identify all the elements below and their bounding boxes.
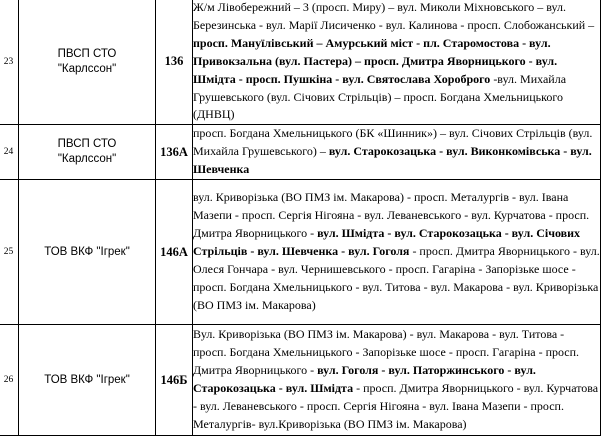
route-path-segment: вул. Криворізька (ВО ПМЗ ім. Макарова) - просп. Металургів - вул. Івана Мазепи - просп. Сергія Нігояна - вул. Леваневського - вул. Курчатова - просп. Дмитра Яворницького - bbox=[193, 190, 590, 241]
route-path bbox=[193, 180, 601, 325]
route-path-segment: Вул. Криворізька (ВО ПМЗ ім. Макарова) - вул. Макарова - вул. Титова - просп. Богдана Хмельницького - Запорізьке шосе - просп. Гагаріна - просп. Дмитра Яворницького - bbox=[193, 327, 580, 378]
carrier-line-1: ПВСП СТО bbox=[57, 47, 117, 60]
row-number: 25 bbox=[0, 180, 19, 325]
carrier-line-2: "Карлссон" bbox=[57, 153, 117, 166]
route-number: 136 bbox=[156, 0, 193, 125]
route-path-segment: - просп. Дмитра Яворницького - вул. Курчатова - вул. Леваневського - просп. Сергія Нігояна - вул. Івана Мазепи - просп. Металургів- вул.Криворізька (ВО ПМЗ ім. Макарова) bbox=[193, 381, 599, 431]
route-number: 136А bbox=[156, 125, 193, 180]
table-row bbox=[0, 0, 601, 125]
carrier-name bbox=[19, 125, 156, 180]
row-number: 26 bbox=[0, 325, 19, 436]
carrier-line-1: ТОВ ВКФ "Ігрек" bbox=[44, 245, 130, 258]
table-row bbox=[0, 180, 601, 325]
row-number: 24 bbox=[0, 125, 19, 180]
carrier-name bbox=[19, 180, 156, 325]
carrier-line-1: ПВСП СТО bbox=[57, 138, 117, 151]
route-path bbox=[193, 125, 601, 180]
route-path-segment-bold: вул. Шмідта - вул. Старокозацька - вул. Січових Стрільців - вул. Шевченка - вул. Гоголя bbox=[193, 226, 581, 259]
row-number: 23 bbox=[0, 0, 19, 125]
route-path bbox=[193, 325, 601, 436]
route-number: 146А bbox=[156, 180, 193, 325]
route-path bbox=[193, 0, 601, 125]
table-row bbox=[0, 325, 601, 436]
route-path-segment: просп. Богдана Хмельницького (БК «Шинник») – вул. Січових Стрільців (вул. Михайла Грушевського) – bbox=[193, 126, 593, 159]
route-path-segment: - просп. Дмитра Яворницького - вул. Олеся Гончара - вул. Чернишевського - просп. Гагаріна - Запорізьке шосе - просп. Богдана Хмельницького - вул. Титова - вул. Макарова - вул. Криворізька (ВО ПМЗ ім. Макарова) bbox=[193, 244, 600, 312]
route-path-segment: Ж/м Лівобережний – 3 (просп. Миру) – вул. Миколи Міхновського – вул. Березинська - вул. Марії Лисиченко - вул. Калинова - просп. Слобожанський – bbox=[193, 0, 595, 32]
carrier-name bbox=[19, 325, 156, 436]
carrier-name bbox=[19, 0, 156, 125]
route-path-segment-bold: просп. Мануїлівський – Амурський міст - пл. Старомостова - вул. Привокзальна (вул. Пастера) – просп. Дмитра Яворницького - вул. Шмідта - просп. Пушкіна - вул. Святослава Хороброго bbox=[193, 35, 558, 86]
route-path-segment-bold: вул. Старокозацька - вул. Виконкомівська - вул. Шевченка bbox=[193, 144, 592, 177]
carrier-line-1: ТОВ ВКФ "Ігрек" bbox=[44, 373, 130, 386]
route-number: 146Б bbox=[156, 325, 193, 436]
carrier-line-2: "Карлссон" bbox=[57, 62, 117, 75]
table-row bbox=[0, 125, 601, 180]
route-path-segment-bold: вул. Гоголя - вул. Паторжинського - вул. Старокозацька - вул. Шмідта bbox=[193, 363, 536, 396]
route-path-segment: -вул. Михайла Грушевського (вул. Січових Стрільців) – просп. Богдана Хмельницького (ДНВЦ) bbox=[193, 71, 567, 122]
